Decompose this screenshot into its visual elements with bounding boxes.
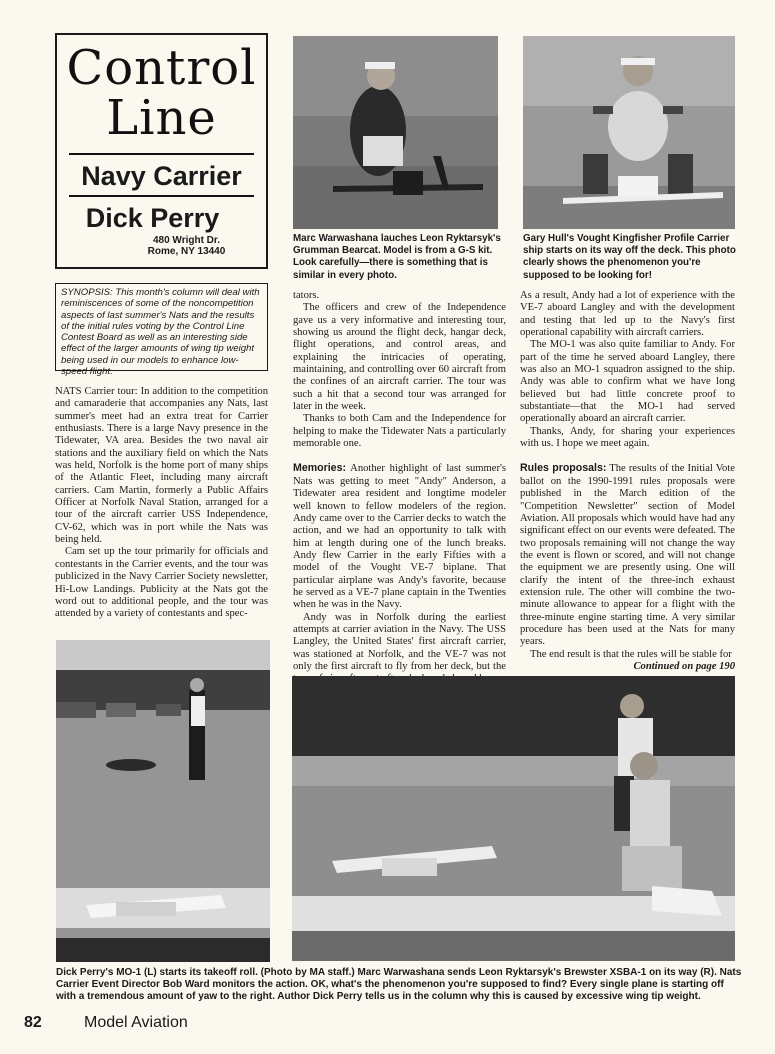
title-rule: [69, 153, 254, 155]
section-lead-rules: Rules proposals:: [520, 462, 607, 475]
paragraph: Thanks, Andy, for sharing your experiences with us. I hope we meet again.: [520, 425, 735, 450]
column-2: [293, 290, 506, 686]
paragraph: The MO-1 was also quite familiar to Andy. For part of the time he served aboard Langley, there was also an MO-1 squadron assigned to the ship. Andy was able to confirm what we have long believed but had little concrete proof to substantiate—that the MO-1 had served operationally aboard an aircraft carrier.: [520, 339, 735, 425]
paragraph: tators.: [293, 290, 320, 301]
section-lead-memories: Memories:: [293, 462, 346, 475]
author-address-city: Rome, NY 13440: [147, 246, 226, 257]
title-box: [55, 33, 268, 269]
column-subtitle: Navy Carrier: [81, 161, 242, 191]
caption-bottom-photos: Dick Perry's MO-1 (L) starts its takeoff roll. (Photo by MA staff.) Marc Warwashana sends Leon Ryktarsyk's Brewster XSBA-1 on its way (R). Nats Carrier Event Director Bob Ward monitors the action. OK, what's the phenomenon you're supposed to find? Every single plane is starting off with a tremendous amount of yaw to the right. Author Dick Perry tells us in the column why this is caused by excessive wing tip weight.: [56, 967, 742, 1003]
author-name: Dick Perry: [85, 203, 220, 233]
paragraph: Thanks to both Cam and the Independence for helping to make the Tidewater Nats a particularly memorable one.: [293, 413, 506, 450]
column-1: [55, 386, 268, 621]
caption-photo-1: Marc Warwashana lauches Leon Ryktarsyk's Grumman Bearcat. Model is from a G-S kit. Look carefully—there is something that is similar in every photo.: [293, 233, 501, 281]
photo-brewster-launch: [292, 676, 735, 961]
paragraph-memories: [293, 462, 506, 611]
continued-note: Continued on page 190: [633, 660, 735, 672]
title-line-1: Control: [66, 40, 257, 96]
page-number: 82: [24, 1014, 42, 1031]
paragraph: Andy was in Norfolk during the earliest attempts at carrier aviation in the Navy. The USS Langley, the United States' first aircraft carrier, was stationed at Norfolk, and the VE-7 was not only the first aircraft to fly from her deck, but the: [293, 611, 506, 672]
paragraph-rules: [520, 462, 735, 648]
photo-kingfisher-launch: [523, 36, 735, 229]
paragraph: As a result, Andy had a lot of experience with the VE-7 aboard Langley and with the development and testing that led up to the Navy's first operational capability with aircraft carriers.: [520, 290, 735, 339]
title-line-2: Line: [106, 90, 217, 146]
caption-photo-2: Gary Hull's Vought Kingfisher Profile Carrier ship starts on its way off the deck. This photo clearly shows the phenomenon you're supposed to be looking for!: [523, 233, 736, 281]
author-address-street: 480 Wright Dr.: [152, 235, 221, 246]
synopsis-box: SYNOPSIS: This month's column will deal with reminiscences of some of the noncompetition aspects of last summer's Nats and the results of the initial rules voting by the Control Line Contest Board as well as an interesting side effect of the larger amounts of wing tip weight being used in our models to enhance low-speed flight.: [55, 283, 268, 371]
magazine-name: Model Aviation: [84, 1014, 188, 1031]
subtitle-rule: [69, 195, 254, 197]
photo-bearcat-launch: [293, 36, 498, 229]
photo-mo1-takeoff: [56, 640, 270, 962]
column-3: [520, 290, 735, 673]
paragraph: NATS Carrier tour: In addition to the competition and camaraderie that accompanies any Nats, last summer's meet had an extra treat for Carrier enthusiasts. There is a large Navy presence in the Tidewater, VA area. Besides the two naval air stations and the auxiliary field on which the Nats was held, Norfolk is the home port of many ships of the Atlantic Fleet, including many aircraft carriers. Cam Martin, formerly a Public Affairs Officer at Norfolk Naval Station, arranged for a tour of the aircraft carrier USS Independence, CV-62, which was in port while the Nats was being held.: [55, 386, 268, 546]
paragraph: The officers and crew of the Independence gave us a very informative and interesting tour, showing us around the flight deck, hangar deck, flight operations, and control areas, and explaining the intricacies of operating, maintaining, and controlling over 60 aircraft from the confines of an aircraft carrier. The tour was such a hit that a second tour was arranged for later in the week.: [293, 302, 506, 413]
paragraph: Cam set up the tour primarily for officials and contestants in the Carrier events, and the tour was publicized in the Navy Carrier Society newsletter, Hi-Low Landings. Publicity at the Nats got the word out to additional people, and the tour was attended by a variety of contestants and spec-: [55, 546, 268, 620]
paragraph-text: Another highlight of last summer's Nats was getting to meet "Andy" Anderson, a Tidewater area resident and longtime modeler well known to fellow modelers of the region. Andy came over to the Carrier decks to watch the action, and we had an opportunity to talk with him at length during one of the lunch breaks. Andy flew Carrier in the early Fifties with a model of the Vought VE-7 biplane. That particular airplane was Andy's favorite, because he served as a VE-7 plane captain in the Twenties when he was in the Navy.: [293, 463, 506, 611]
paragraph: The end result is that the rules will be stable for: [530, 648, 732, 660]
paragraph-text: The results of the Initial Vote ballot on the 1990-1991 rules proposals were published in the March edition of the "Competition Newsletter" section of Model Aviation. All proposals which would have had any significant effect on our events were defeated. The two proposals remaining will not change the way the event is flown or scored, and will not change the equipment we are presently using. One will clarify the intent of the three-inch exhaust extension rule. The other will combine the two-minute allowance to appear for a flight with the three-minute engine starting time. A very similar procedure has been used at the Nats for many years.: [520, 463, 735, 648]
